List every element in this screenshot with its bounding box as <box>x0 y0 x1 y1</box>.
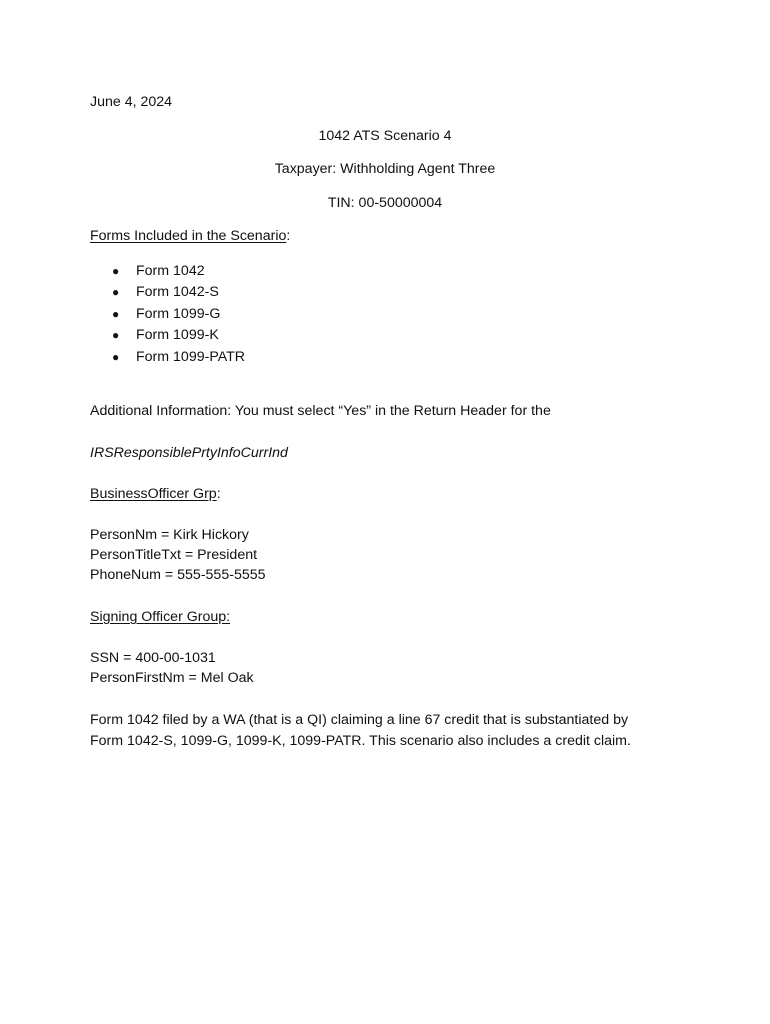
list-item <box>112 262 205 280</box>
form-name: Form 1099-K <box>136 327 219 343</box>
scenario-description-line-2: Form 1042-S, 1099-G, 1099-K, 1099-PATR. This scenario also includes a credit claim. <box>90 733 631 749</box>
first-name-line: PersonFirstNm = Mel Oak <box>90 670 254 686</box>
form-name: Form 1099-G <box>136 306 221 322</box>
ssn-line: SSN = 400-00-1031 <box>90 650 216 666</box>
bullet-icon: ● <box>112 307 120 321</box>
forms-heading <box>90 227 290 245</box>
taxpayer-line: Taxpayer: Withholding Agent Three <box>274 161 496 177</box>
form-name: Form 1042 <box>136 263 205 279</box>
signing-officer-heading: Signing Officer Group: <box>90 609 231 625</box>
bullet-icon: ● <box>112 285 120 299</box>
form-name: Form 1099-PATR <box>136 349 246 365</box>
tin-line: TIN: 00-50000004 <box>327 195 443 211</box>
bullet-icon: ● <box>112 264 120 278</box>
forms-heading-text: Forms Included in the Scenario <box>90 228 287 244</box>
phone-line: PhoneNum = 555-555-5555 <box>90 567 266 583</box>
person-title-line: PersonTitleTxt = President <box>90 547 258 563</box>
person-name-line: PersonNm = Kirk Hickory <box>90 527 249 543</box>
list-item <box>112 305 220 323</box>
bullet-icon: ● <box>112 350 120 364</box>
business-officer-heading-colon: : <box>216 486 221 502</box>
additional-information: Additional Information: You must select “Yes” in the Return Header for the <box>90 403 551 419</box>
business-officer-heading <box>90 485 221 503</box>
business-officer-heading-text: BusinessOfficer Grp <box>90 486 217 502</box>
bullet-icon: ● <box>112 328 120 342</box>
document-title: 1042 ATS Scenario 4 <box>318 128 452 144</box>
list-item <box>112 283 219 301</box>
field-name: IRSResponsiblePrtyInfoCurrInd <box>90 445 288 461</box>
list-item <box>112 326 219 344</box>
list-item <box>112 348 245 366</box>
scenario-description-line-1: Form 1042 filed by a WA (that is a QI) claiming a line 67 credit that is substantiated by <box>90 712 629 728</box>
form-name: Form 1042-S <box>136 284 219 300</box>
document-date: June 4, 2024 <box>90 94 173 110</box>
forms-heading-colon: : <box>286 228 291 244</box>
